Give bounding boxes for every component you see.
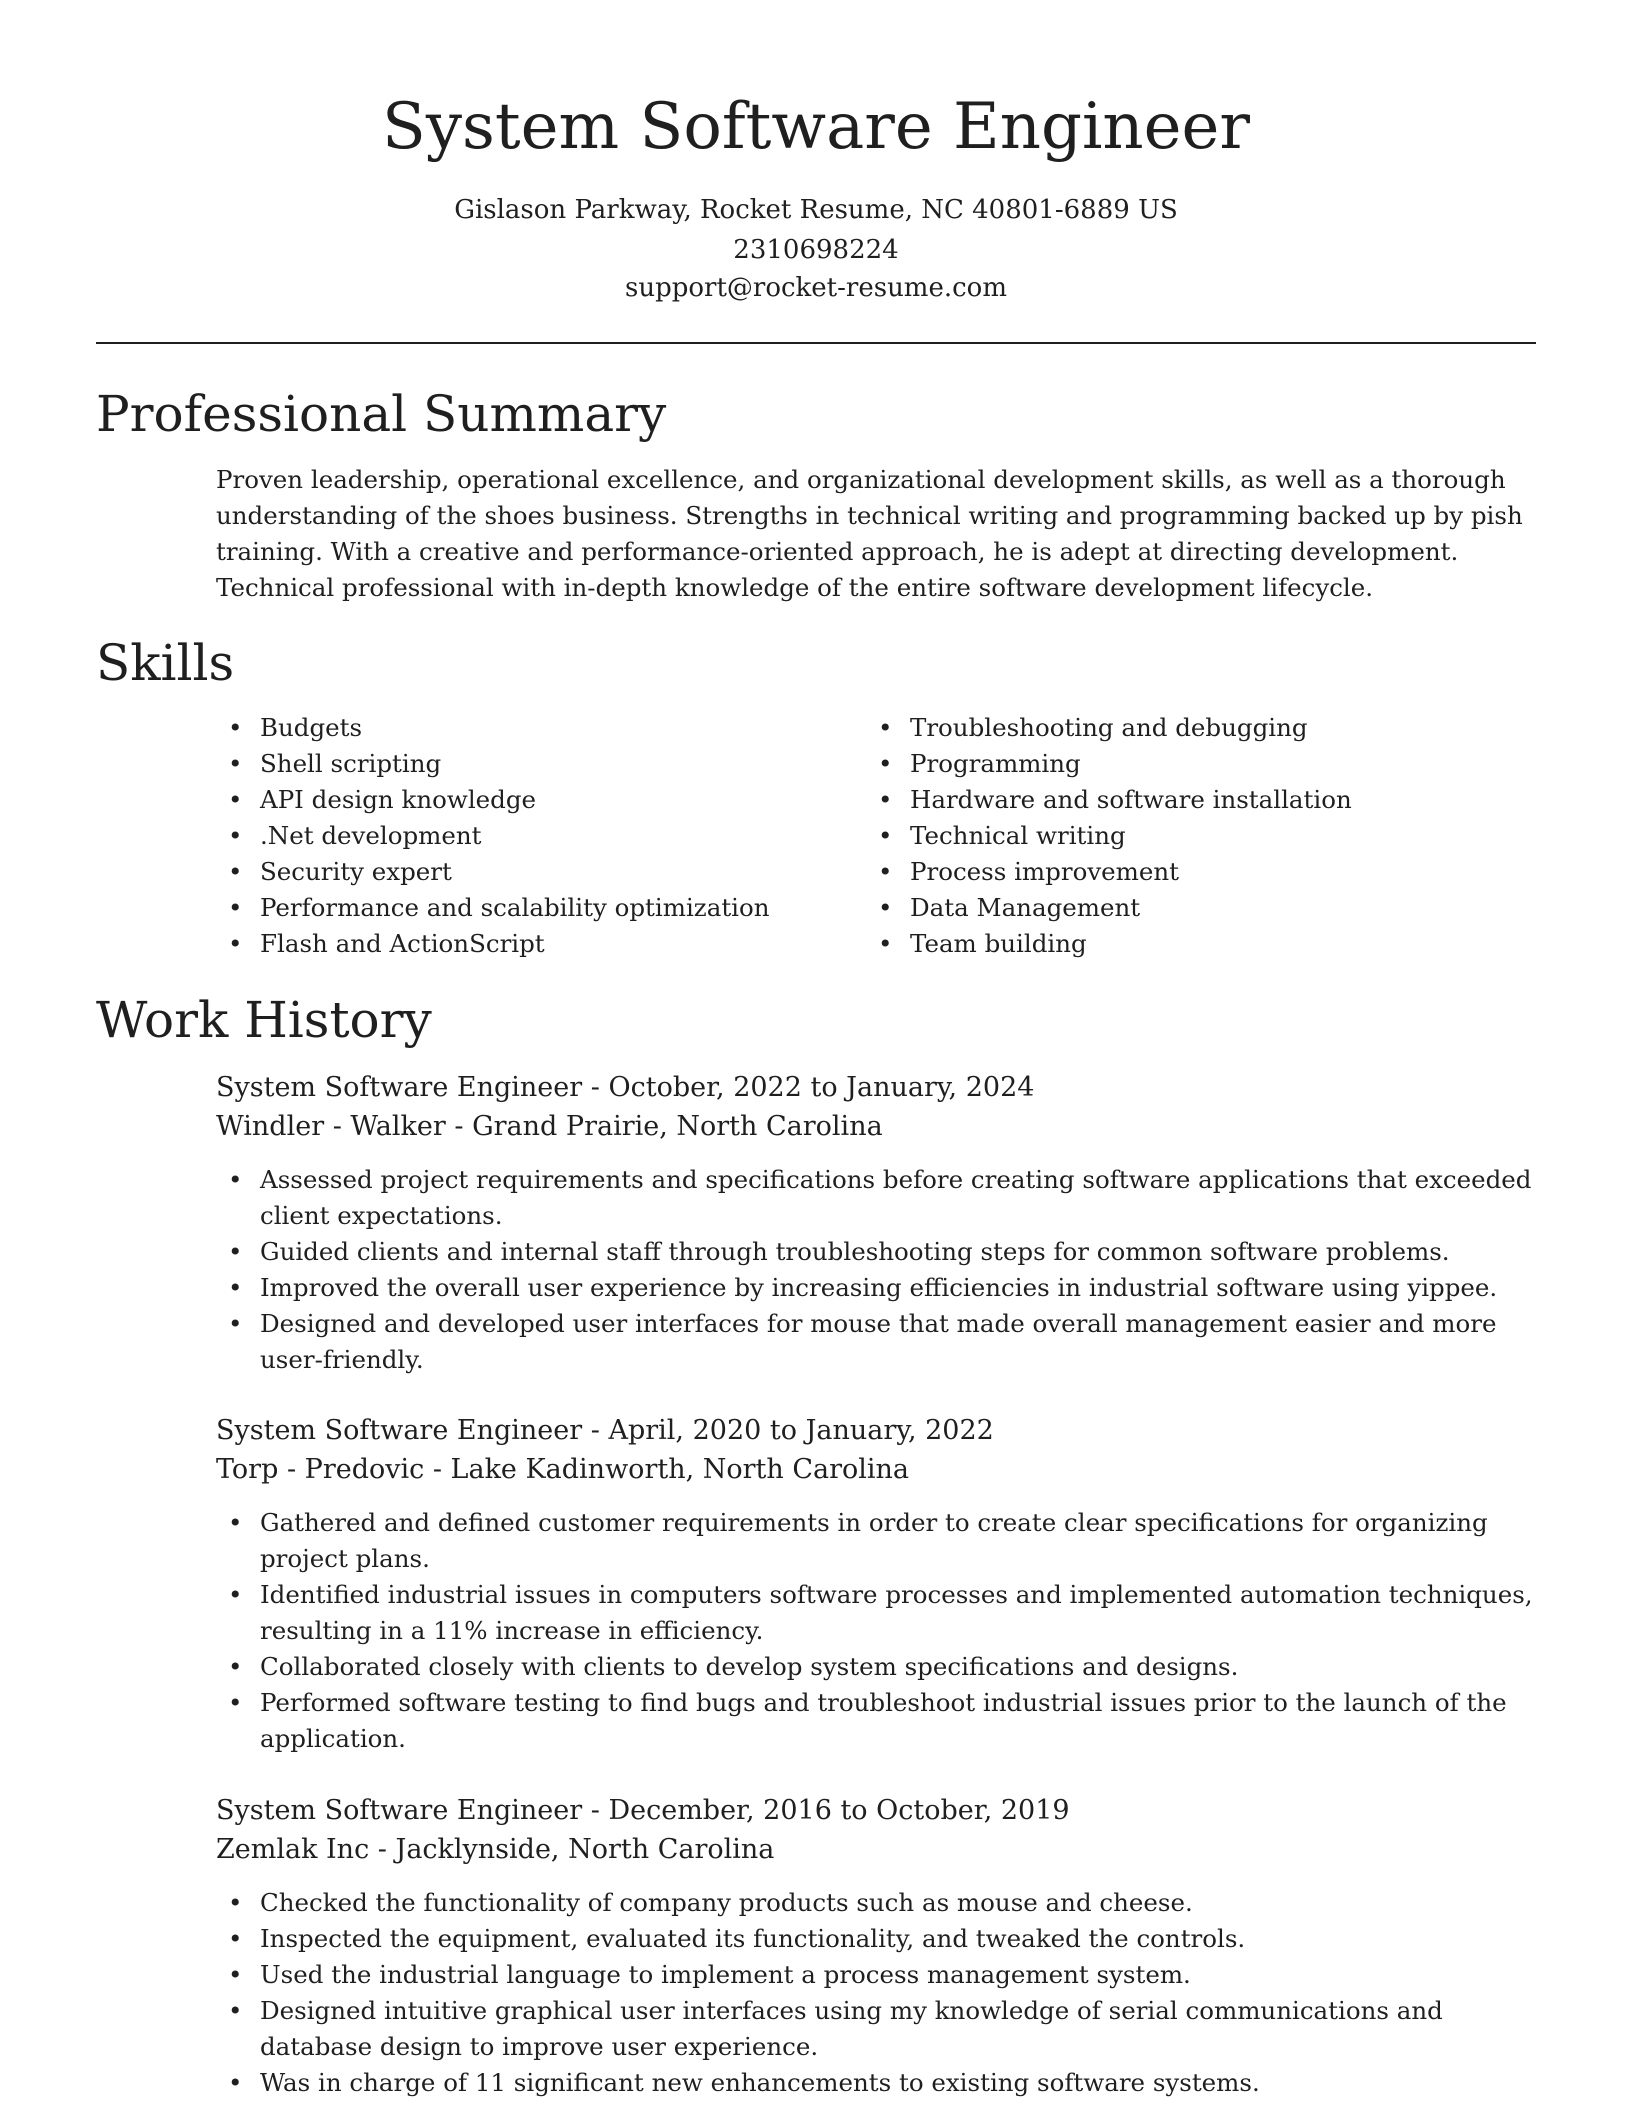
skill-item: • Performance and scalability optimization <box>216 890 836 926</box>
resume-title: System Software Engineer <box>382 90 1250 164</box>
job-company-line: Torp - Predovic - Lake Kadinworth, North Carolina <box>216 1454 910 1485</box>
job-bullet: • Checked the functionality of company products such as mouse and cheese. <box>216 1885 1536 1921</box>
job-bullets <box>216 1162 1536 1378</box>
job-dates: April, 2020 to January, 2022 <box>608 1415 994 1446</box>
work-heading: Work History <box>96 991 432 1049</box>
job-bullet: • Gathered and defined customer requirements in order to create clear specifications for organizing project plans. <box>216 1505 1536 1577</box>
skills-heading: Skills <box>96 634 235 692</box>
job-location: Lake Kadinworth, North Carolina <box>450 1454 910 1485</box>
contact-address: Gislason Parkway, Rocket Resume, NC 40801-6889 US <box>454 195 1178 225</box>
skills-list-left <box>216 710 836 962</box>
job-title: System Software Engineer <box>216 1415 583 1446</box>
job-dates: December, 2016 to October, 2019 <box>608 1795 1070 1826</box>
job-location: Grand Prairie, North Carolina <box>472 1111 883 1142</box>
skill-item: • API design knowledge <box>216 782 836 818</box>
skill-item: • Flash and ActionScript <box>216 926 836 962</box>
skill-item: • Team building <box>866 926 1536 962</box>
job-title-line: System Software Engineer - October, 2022 to January, 2024 <box>216 1072 1035 1103</box>
skill-item: • Data Management <box>866 890 1536 926</box>
skill-item: • Shell scripting <box>216 746 836 782</box>
job-company: Zemlak Inc <box>216 1834 370 1865</box>
job-bullet: • Designed intuitive graphical user interfaces using my knowledge of serial communications and database design to improve user experience. <box>216 1993 1536 2065</box>
job-bullet: • Collaborated closely with clients to develop system specifications and designs. <box>216 1649 1536 1685</box>
job-bullets <box>216 1885 1536 2101</box>
job-bullet: • Inspected the equipment, evaluated its functionality, and tweaked the controls. <box>216 1921 1536 1957</box>
job-bullet: • Designed and developed user interfaces for mouse that made overall management easier and more user-friendly. <box>216 1306 1536 1378</box>
job-title-line: System Software Engineer - December, 2016 to October, 2019 <box>216 1795 1070 1826</box>
job-bullet: • Was in charge of 11 significant new enhancements to existing software systems. <box>216 2065 1536 2101</box>
summary-heading: Professional Summary <box>96 385 667 443</box>
skill-item: • Programming <box>866 746 1536 782</box>
header-divider <box>96 342 1536 344</box>
job-bullet: • Used the industrial language to implement a process management system. <box>216 1957 1536 1993</box>
contact-email: support@rocket-resume.com <box>624 273 1007 303</box>
job-title-line: System Software Engineer - April, 2020 to January, 2022 <box>216 1415 994 1446</box>
job-title: System Software Engineer <box>216 1072 583 1103</box>
skills-list-right <box>866 710 1536 962</box>
contact-phone: 2310698224 <box>733 235 899 265</box>
job-company: Torp - Predovic <box>216 1454 425 1485</box>
skill-item: • Troubleshooting and debugging <box>866 710 1536 746</box>
job-location: Jacklynside, North Carolina <box>395 1834 775 1865</box>
job-bullet: • Improved the overall user experience by increasing efficiencies in industrial software using yippee. <box>216 1270 1536 1306</box>
skill-item: • Technical writing <box>866 818 1536 854</box>
skill-item: • Security expert <box>216 854 836 890</box>
job-title: System Software Engineer <box>216 1795 583 1826</box>
job-bullet: • Identified industrial issues in computers software processes and implemented automation techniques, resulting in a 11% increase in efficiency. <box>216 1577 1536 1649</box>
skill-item: • .Net development <box>216 818 836 854</box>
job-bullet: • Guided clients and internal staff through troubleshooting steps for common software problems. <box>216 1234 1536 1270</box>
job-bullet: • Assessed project requirements and specifications before creating software applications that exceeded client expectations. <box>216 1162 1536 1234</box>
skill-item: • Budgets <box>216 710 836 746</box>
job-company-line: Windler - Walker - Grand Prairie, North Carolina <box>216 1111 883 1142</box>
job-company: Windler - Walker <box>216 1111 446 1142</box>
skill-item: • Hardware and software installation <box>866 782 1536 818</box>
job-bullets <box>216 1505 1536 1757</box>
skill-item: • Process improvement <box>866 854 1536 890</box>
summary-text: Proven leadership, operational excellence, and organizational development skills, as well as a thorough understanding of the shoes business. Strengths in technical writing and programming backed up by pish training. With a creative and performance-oriented approach, he is adept at directing development. Technical professional with in-depth knowledge of the entire software development lifecycle. <box>216 465 1523 602</box>
job-company-line: Zemlak Inc - Jacklynside, North Carolina <box>216 1834 775 1865</box>
job-dates: October, 2022 to January, 2024 <box>608 1072 1035 1103</box>
job-bullet: • Performed software testing to find bugs and troubleshoot industrial issues prior to the launch of the application. <box>216 1685 1536 1757</box>
